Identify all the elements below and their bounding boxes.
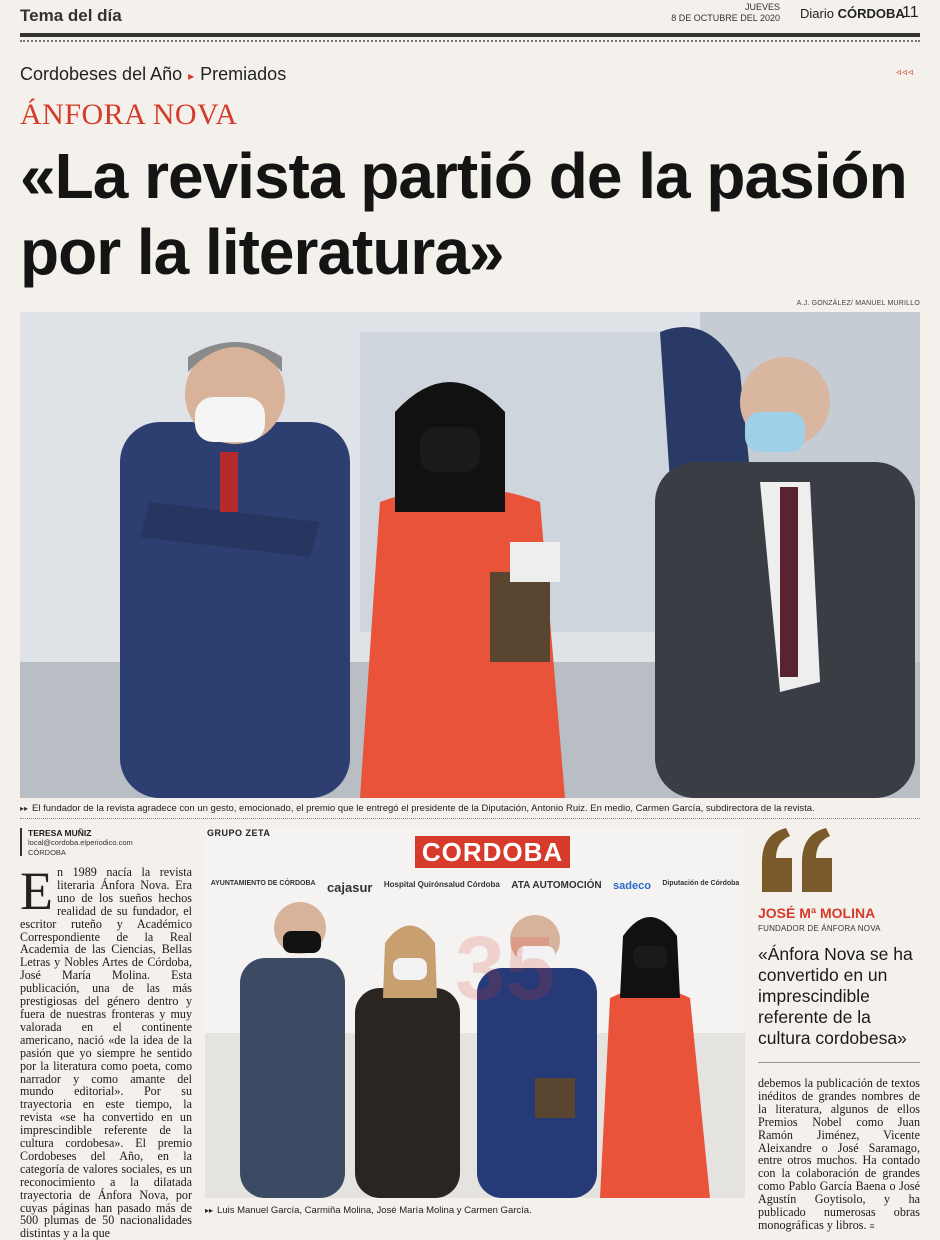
date: 8 DE OCTUBRE DEL 2020: [671, 13, 780, 23]
headline: «La revista partió de la pasión por la literatura»: [20, 140, 907, 288]
group-photo: [205, 828, 745, 1198]
continuation-text: debemos la publicación de textos inéditos de grandes nombres de la literatura, algunos de ellos Premios Nobel como Juan Ramón Jiménez, Vicente Aleixandre o José Saramago, entre otros muchos. Ha contado con la colaboración de grandes como Pablo García Baena o José Agustín Goytisolo, y ha publicado numerosas obras monográficas y libros.: [758, 1076, 920, 1232]
sponsor-5: sadeco: [613, 880, 651, 892]
sponsor-2: cajasur: [326, 880, 373, 895]
sponsor-6: Diputación de Córdoba: [662, 880, 740, 887]
caption-marker-icon: ▸▸: [20, 804, 29, 813]
main-photo: [20, 312, 920, 798]
pull-quote: «Ánfora Nova se ha convertido en un imprescindible referente de la cultura cordobesa»: [758, 944, 913, 1048]
byline-email: local@cordoba.elperiodico.com: [28, 838, 133, 847]
sponsor-row: [205, 880, 745, 895]
header-dotted-rule: [20, 40, 920, 42]
caption-marker-icon: ▸▸: [205, 1206, 214, 1215]
byline-bar: [20, 828, 22, 856]
section-arrows-icon: ◃◃◃: [896, 67, 915, 78]
group-label: GRUPO ZETA: [207, 828, 271, 838]
kicker: ÁNFORA NOVA: [20, 98, 238, 131]
sponsor-4: ATA AUTOMOCIÓN: [511, 880, 602, 891]
caption-rule: [20, 818, 920, 819]
byline-city: CÓRDOBA: [28, 848, 66, 857]
publication-name: [800, 6, 905, 21]
sponsor-3: Hospital Quirónsalud Córdoba: [383, 880, 500, 889]
quote-author: JOSÉ Mª MOLINA: [758, 905, 876, 921]
article-text: n 1989 nacía la revista literaria Ánfora Nova. Era uno de los sueños hechos realidad de su fundador, el escritor ruteño y Académico Correspondiente de la Real Academia de las Ciencias, Bellas Letras y Nobles Artes de Córdoba, José María Molina. Esta publicación, una de las más prestigiosas del género dentro y fuera de nuestras fronteras y muy valorada en el continente americano, nació «de la idea de la pasión que yo siempre he sentido por la literatura como poeta, como narrador y como amante del mundo editorial». Por su trayectoria en este tiempo, la revista «se ha convertido en un imprescindible referente de la cultura cordobesa». El premio Cordobeses del Año, en la categoría de valores sociales, es un reconocimiento a la dilatada trayectoria de Ánfora Nova, por cuyas páginas han pasado más de 500 plumas de 50 nacionalidades distintas y a la que: [20, 865, 192, 1240]
byline-name: TERESA MUÑIZ: [28, 828, 92, 838]
main-photo-caption: [20, 803, 815, 814]
caption-text: Luis Manuel García, Carmiña Molina, José María Molina y Carmen García.: [217, 1205, 532, 1216]
quote-mark-icon: [758, 826, 838, 896]
article-continuation: [758, 1077, 920, 1233]
cordoba-banner: CORDOBA: [415, 836, 570, 868]
group-photo-caption: [205, 1205, 532, 1216]
publication-prefix: Diario: [800, 6, 834, 21]
caption-text: El fundador de la revista agradece con un gesto, emocionado, el premio que le entregó el presidente de la Diputación, Antonio Ruiz. En medio, Carmen García, subdirectora de la revista.: [32, 803, 815, 814]
section-tag: Tema del día: [20, 6, 122, 25]
arrow-icon: ▸: [188, 69, 195, 83]
drop-cap: E: [20, 861, 53, 921]
publication-title: CÓRDOBA: [837, 6, 905, 21]
article-body: [20, 861, 192, 1240]
anniversary-number: 35: [455, 919, 556, 1019]
category: Cordobeses del Año: [20, 64, 183, 84]
page-number: 11: [902, 4, 919, 21]
sponsor-1: AYUNTAMIENTO DE CÓRDOBA: [210, 880, 316, 887]
subcategory: Premiados: [200, 64, 287, 84]
section-line: [20, 64, 286, 85]
weekday: JUEVES: [744, 2, 780, 12]
photo-credit: A.J. GONZÁLEZ/ MANUEL MURILLO: [796, 300, 920, 307]
award-ceremony-photo: [20, 312, 920, 798]
quote-rule: [758, 1062, 920, 1063]
issue-date: [660, 2, 780, 24]
header-rule: [20, 33, 920, 37]
end-mark-icon: ≡: [869, 1220, 875, 1231]
quote-role: FUNDADOR DE ÁNFORA NOVA: [758, 924, 881, 933]
